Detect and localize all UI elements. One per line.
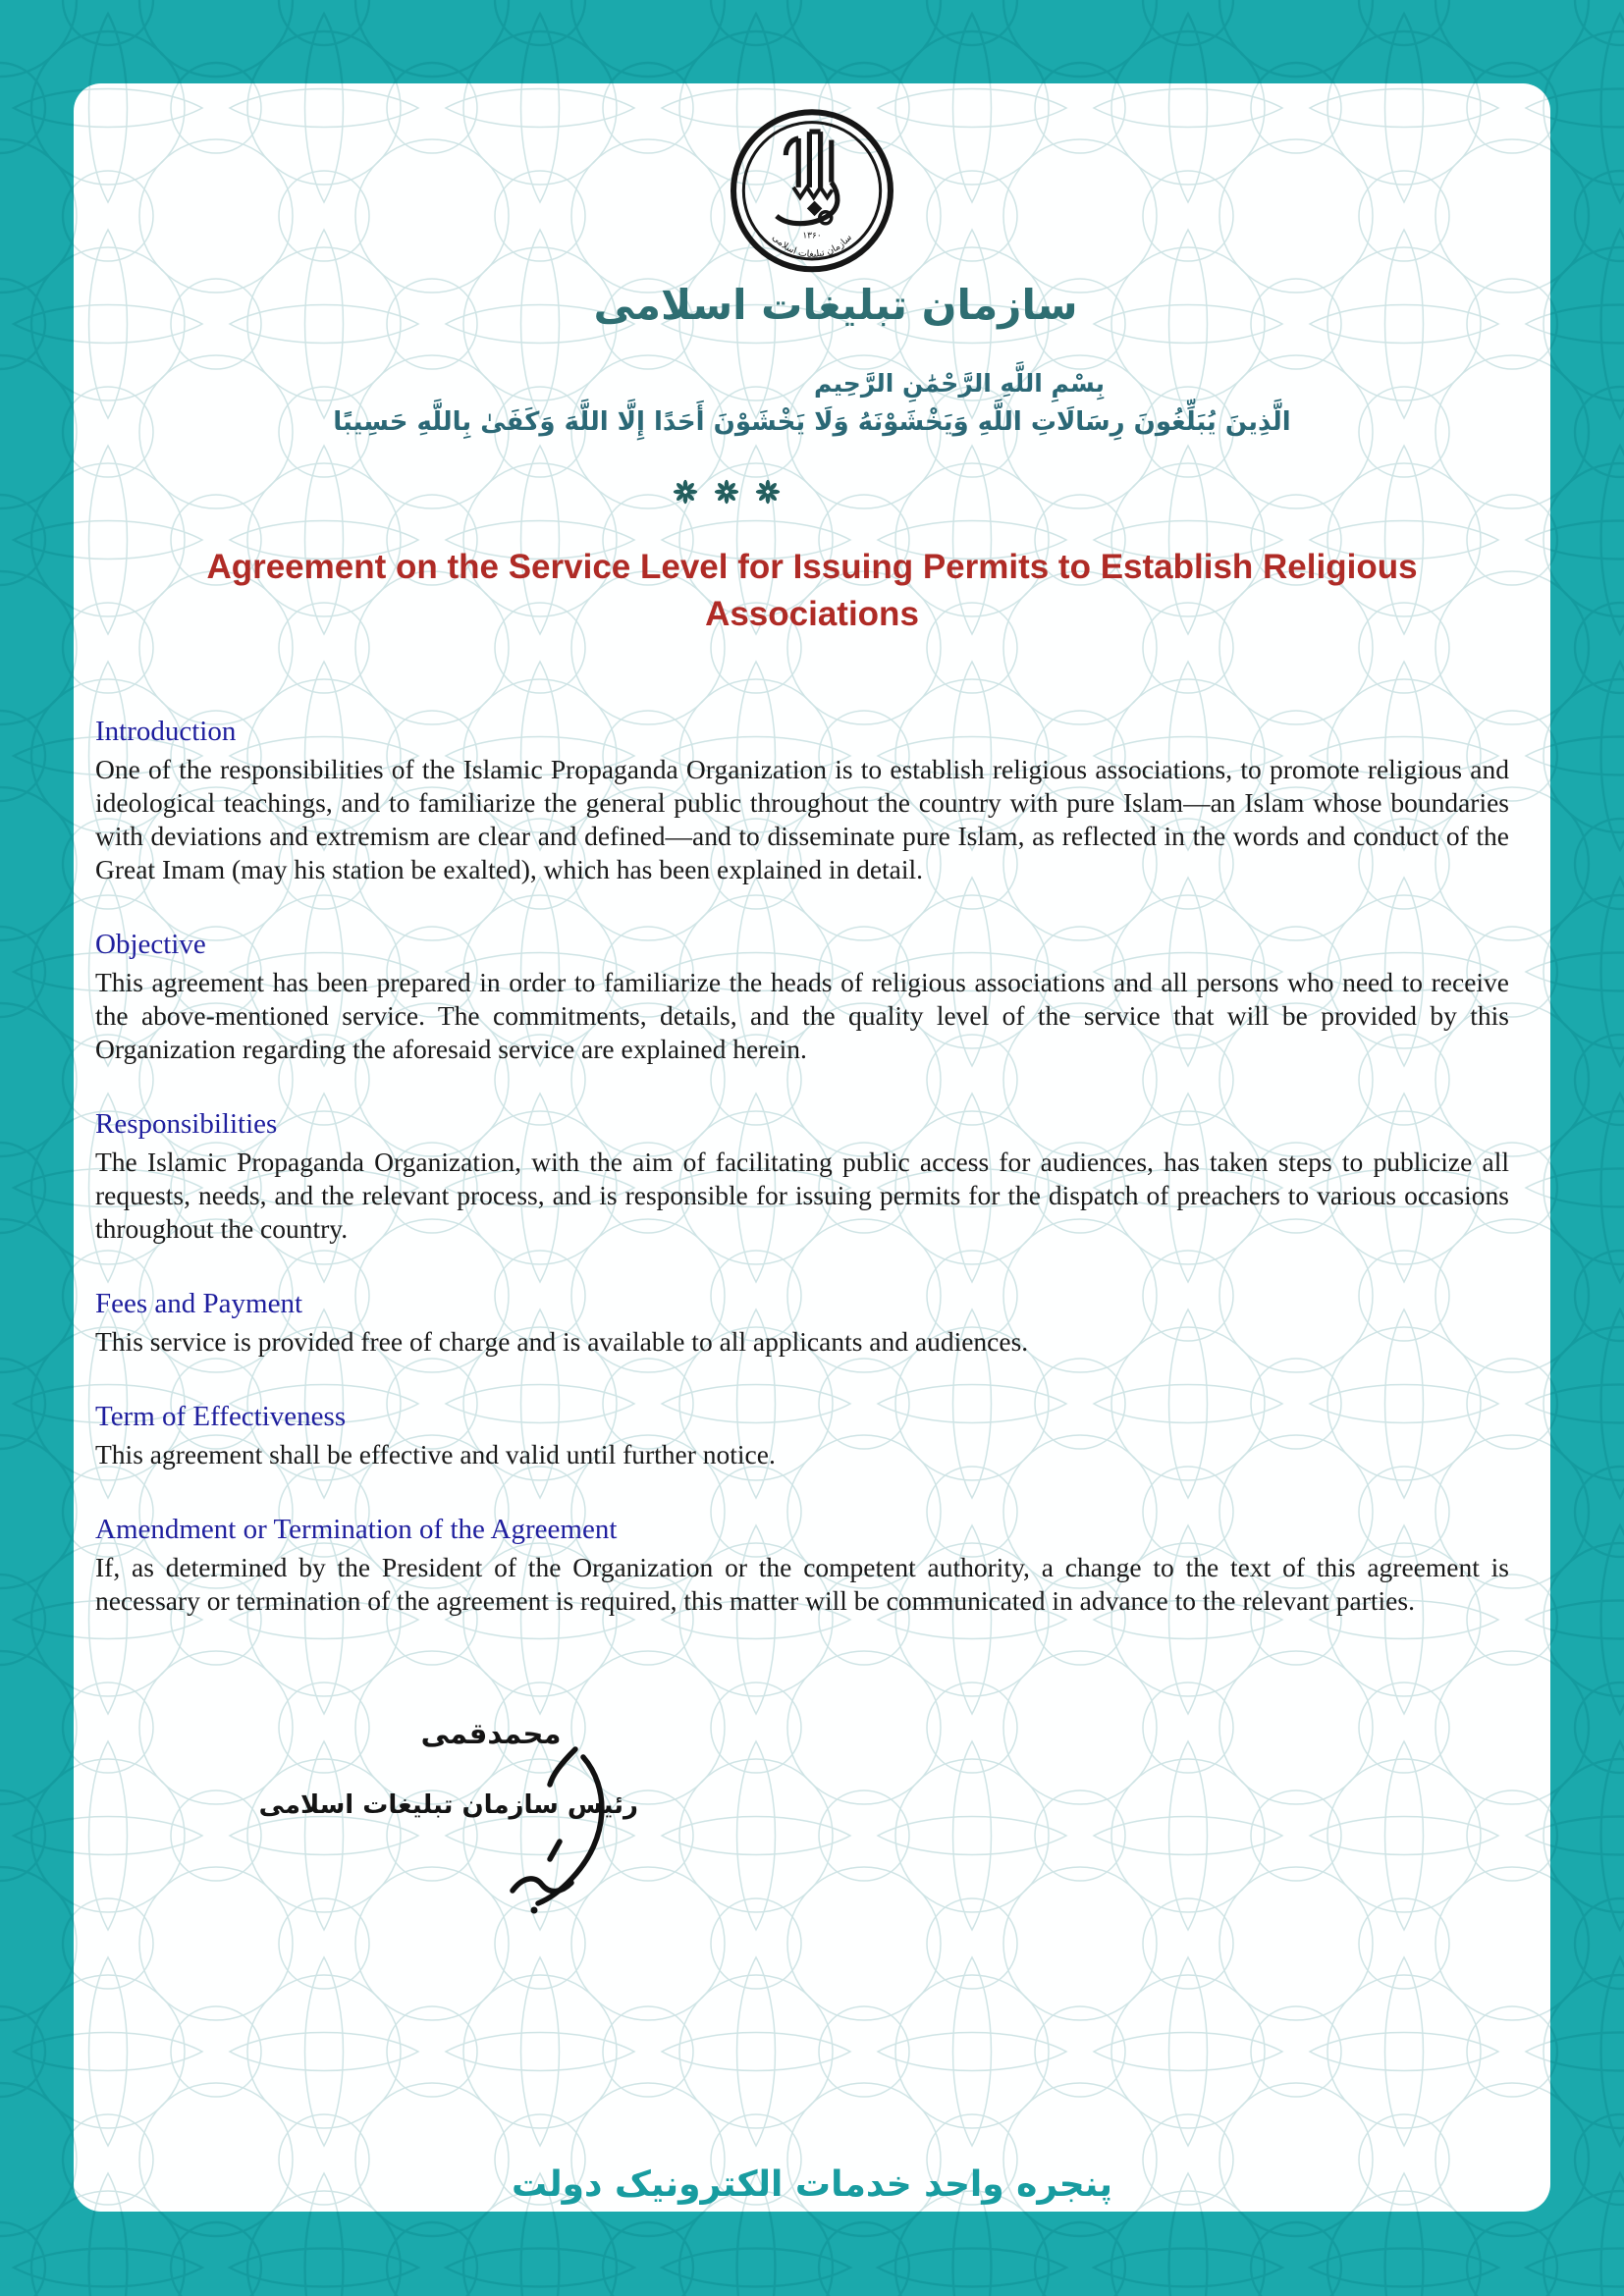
section-heading: Amendment or Termination of the Agreement <box>95 1514 618 1545</box>
section-amendment-or-termination <box>95 1513 1509 1618</box>
section-heading: Fees and Payment <box>95 1288 303 1319</box>
organization-name-calligraphy: سازمان تبلیغات اسلامی <box>593 281 1078 329</box>
section-body: This agreement shall be effective and valid until further notice. <box>95 1439 776 1469</box>
sections-container <box>74 715 1550 1618</box>
emblem-year-text: ۱۳۶۰ <box>802 231 822 241</box>
flower-asterisk-icon <box>673 479 781 505</box>
signature-block <box>258 1717 638 1820</box>
section-body: If, as determined by the President of the Organization or the competent authority, a change to the text of this agreement is necessary or termination of the agreement is required, this matter will be communicated in advance to the relevant parties. <box>95 1552 1509 1616</box>
quran-verse-line: الَّذِينَ يُبَلِّغُونَ رِسَالَاتِ اللَّهِ وَيَخْشَوْنَهُ وَلَا يَخْشَوْنَ أَحَدًا إِلَّا اللَّهَ وَكَفَىٰ بِاللَّهِ حَسِيبًا <box>333 407 1291 437</box>
section-term-of-effectiveness <box>95 1400 1509 1471</box>
section-body: One of the responsibilities of the Islamic Propaganda Organization is to establish religious associations, to promote religious and ideological teachings, and to familiarize the general public throughout the country with pure Islam—an Islam whose boundaries with deviations and extremism are clear and defined—and to disseminate pure Islam, as reflected in the words and conduct of the Great Imam (may his station be exalted), which has been explained in detail. <box>95 754 1509 884</box>
emblem-arc-text: سازمان تبلیغات اسلامی <box>770 232 854 260</box>
signatory-role: رئیس سازمان تبلیغات اسلامی <box>258 1790 638 1820</box>
section-fees-and-payment <box>95 1287 1509 1359</box>
allah-kufic-calligraphy-icon <box>777 132 838 224</box>
section-heading: Responsibilities <box>95 1108 278 1140</box>
footer-egov-services-text: پنجره واحد خدمات الکترونیک دولت <box>512 2164 1112 2205</box>
flower-ornament-row <box>0 479 1465 505</box>
document-content <box>74 83 1550 2212</box>
section-responsibilities <box>95 1107 1509 1246</box>
section-body: This service is provided free of charge and is available to all applicants and audiences. <box>95 1326 1029 1357</box>
section-body: This agreement has been prepared in order to familiarize the heads of religious associations and all persons who need to receive the above-mentioned service. The commitments, details, and the quality level of the service that will be provided by this Organization regarding the aforesaid service are explained herein. <box>95 967 1509 1064</box>
section-heading: Introduction <box>95 716 237 747</box>
signatory-name: محمدقمی <box>420 1717 562 1750</box>
section-introduction <box>95 715 1509 886</box>
section-objective <box>95 928 1509 1066</box>
organization-emblem-logo <box>728 108 896 277</box>
section-body: The Islamic Propaganda Organization, with the aim of facilitating public access for audiences, has taken steps to publicize all requests, needs, and the relevant process, and is responsible for issuing permits for the dispatch of preachers to various occasions throughout the country. <box>95 1147 1509 1244</box>
handwritten-signature-icon <box>499 1741 626 1918</box>
section-heading: Term of Effectiveness <box>95 1401 347 1432</box>
document-title: Agreement on the Service Level for Issuing Permits to Establish Religious Associations <box>206 548 1418 633</box>
section-heading: Objective <box>95 929 206 960</box>
bismillah-line: بِسْمِ اللَّهِ الرَّحْمَٰنِ الرَّحِيم <box>814 369 1105 398</box>
